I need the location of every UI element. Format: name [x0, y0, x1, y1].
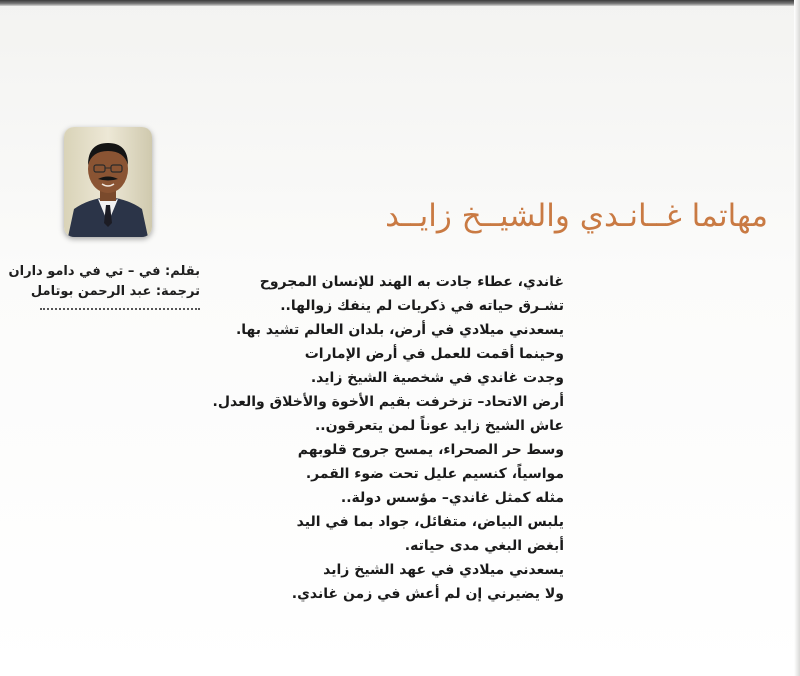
poem-line: تشـرق حياته في ذكريات لم ينفك زوالها..: [280, 298, 564, 314]
poem-line: يلبس البياض، متفائل، جواد بما في اليد: [296, 514, 564, 530]
poem-line: عاش الشيخ زايد عوناً لمن يتعرقون..: [314, 418, 564, 434]
poem-line: غاندي، عطاء جادت به الهند للإنسان المجروح: [259, 274, 564, 290]
author-credit: بقلم: في – تي في دامو داران: [8, 264, 200, 279]
article-title: مهاتما غــانـدي والشيــخ زايــد: [385, 198, 768, 234]
poem-line: وسط حر الصحراء، يمسح جروح قلوبهم: [297, 442, 564, 458]
byline: [8, 262, 200, 310]
poem-line: يسعدني ميلادي في أرض، بلدان العالم تشيد بها.: [235, 322, 564, 338]
poem-line: مواسياً، كنسيم عليل تحت ضوء القمر.: [305, 466, 564, 482]
byline-dotted-divider: [40, 304, 200, 310]
poem-line: وجدت غاندي في شخصية الشيخ زايد.: [310, 370, 564, 386]
poem-line: وحينما أقمت للعمل في أرض الإمارات: [304, 346, 564, 362]
poem-line: مثله كمثل غاندي– مؤسس دولة..: [340, 490, 564, 506]
poem-line: أبغض البغي مدى حياته.: [404, 538, 564, 554]
poem-line: أرض الاتحاد– تزخرفت بقيم الأخوة والأخلاق والعدل.: [212, 394, 564, 410]
author-portrait-image: [64, 127, 152, 237]
translator-credit: ترجمة: عبد الرحمن بوتامل: [30, 284, 200, 299]
poem-line: ولا يضيرني إن لم أعش في زمن غاندي.: [291, 586, 564, 602]
page-right-edge: [794, 0, 800, 676]
poem-line: يسعدني ميلادي في عهد الشيخ زايد: [323, 562, 564, 578]
page-top-edge: [0, 0, 800, 6]
author-photo: [64, 127, 152, 237]
poem-body: [212, 270, 564, 606]
